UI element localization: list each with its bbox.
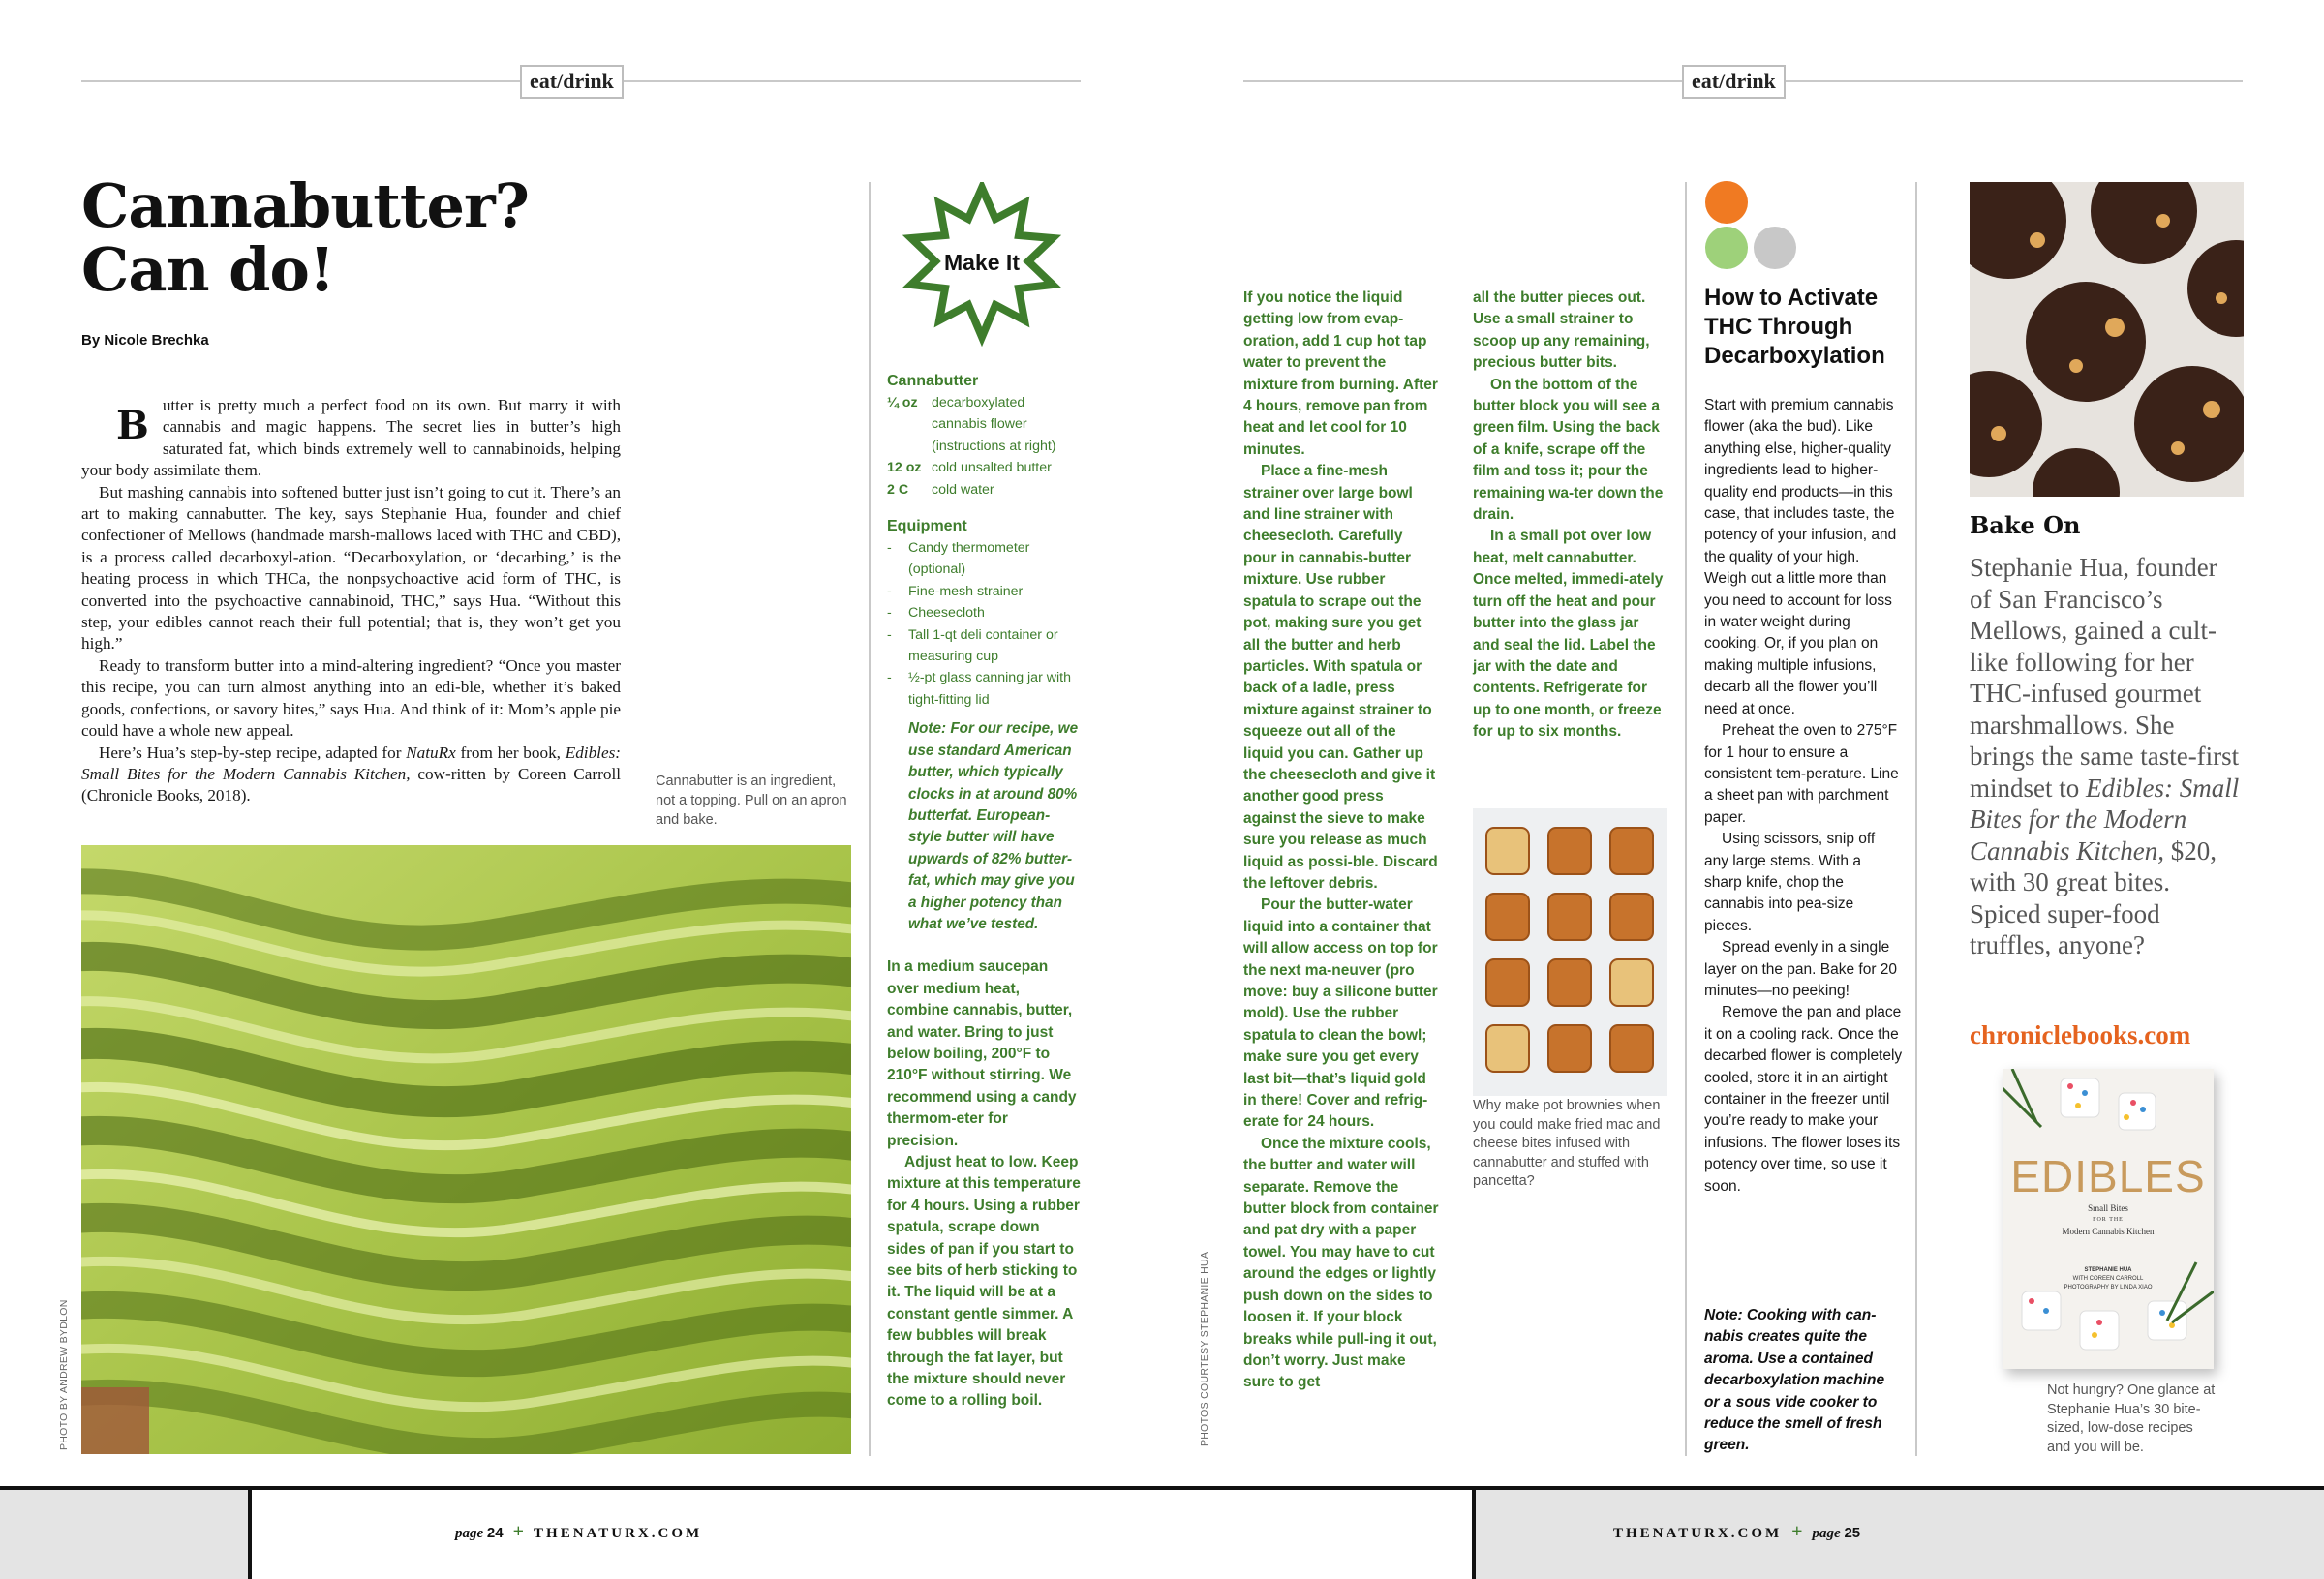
bake-on-text: Stephanie Hua, founder of San Francisco’s Mellows, gained a cult-like following for her THC-infused gourmet marshmallows. She brings the same taste-first mindset to Edibles: Small Bites for the Modern Cannabis Kitchen, $20, with 30 great bites. Spiced super-food truffles, anyone?: [1970, 553, 2240, 959]
step-7: On the bottom of the butter block you will see a green film. Using the back of a knife, scrape off the film and toss it; pour the remaining wa-ter down the drain.: [1473, 376, 1664, 524]
ingredient-item: 12 oz cold unsalted butter: [887, 460, 1052, 476]
cannabutter-heading: Cannabutter: [887, 373, 979, 389]
equipment-item: - Tall 1-qt deli container or measuring cup: [887, 624, 1081, 668]
sidebar-p1: Start with premium cannabis flower (aka the bud). Like anything else, higher-quality ingredients lead to higher-quality end products—in this case, that includes taste, the potency of your infusion, and the quality of your high. Weigh out a little more than you need to account for loss in water weight during cooking. Or, if you plan on making multiple infusions, decarb all the flower you’ll need at once.: [1704, 397, 1897, 717]
column-divider-1: [869, 182, 871, 1456]
step-8: In a small pot over low heat, melt cannabutter. Once melted, immedi-ately turn off the heat and pour butter into the glass jar and seal the lid. Label the jar with the date and contents. Refrigerate for up to one month, or freeze for up to six months.: [1473, 528, 1664, 741]
sidebar-p2: Preheat the oven to 275°F for 1 hour to ensure a consistent tem-perature. Line a sheet pan with parchment paper.: [1704, 722, 1899, 826]
photo-credit-center: PHOTOS COURTESY STEPHANIE HUA: [1199, 1251, 1210, 1446]
badge-label: Make It: [944, 250, 1020, 275]
section-tag-right: eat/drink: [1682, 65, 1786, 99]
ingredient-item: ¼ oz decarboxylated cannabis flower (instructions at right): [887, 395, 1056, 454]
step-4: Place a fine-mesh strainer over large bowl and line strainer with cheesecloth. Carefully pour in cannabis-butter mixture. Use rubber spatula to scrape out the pot, making sure you get all the butter and herb particles. With spatula or back of a ladle, press mixture against strainer to squeeze out all of the liquid you can. Gather up the cheesecloth and give it another good press against the sieve to make sure you release as much liquid as possi-ble. Discard the leftover debris.: [1243, 463, 1438, 892]
bake-on-title: Bake On: [1970, 511, 2081, 539]
recipe-steps-a: [887, 957, 1081, 1412]
ingredient-item: 2 C cold water: [887, 481, 994, 498]
footer-grey-right: [1476, 1490, 2324, 1579]
mac-cheese-caption: Why make pot brownies when you could make fried mac and cheese bites infused with cannabutter and stuffed with pancetta?: [1473, 1098, 1661, 1189]
make-it-badge: [900, 182, 1064, 347]
equipment-item: - Candy thermometer (optional): [887, 537, 1081, 581]
paragraph-3: Ready to transform butter into a mind-altering ingredient? “Once you master this recipe, you can turn almost anything into an edi-ble, whether it’s baked goods, confections, or savory bites,” says Hua. And think of it: Mom’s apple pie could have a whole new appeal.: [81, 655, 621, 741]
equipment-item: - ½-pt glass canning jar with tight-fitting lid: [887, 667, 1081, 711]
equipment-item: - Fine-mesh strainer: [887, 581, 1081, 602]
mac-cheese-bites-photo: [1473, 808, 1667, 1096]
grey-dot-icon: [1754, 227, 1796, 269]
butterfat-note: Note: For our recipe, we use standard American butter, which typically clocks in at around 80% butterfat. European-style butter will have upwards of 82% butter-fat, which may give you a higher potency than what we’ve tested.: [908, 720, 1079, 932]
drop-cap: B: [116, 403, 149, 448]
sidebar-note: Note: Cooking with can-nabis creates quite the aroma. Use a contained decarboxylation machine or a sous vide cooker to reduce the smell of fresh green.: [1704, 1307, 1885, 1454]
recipe-column-2: [1243, 288, 1439, 1394]
cannabutter-photo: [81, 845, 851, 1454]
orange-dot-icon: [1705, 181, 1748, 224]
footer-site-right: THENATURX.COM: [1613, 1526, 1783, 1541]
column-divider-2: [1685, 182, 1687, 1456]
page-number-left: 24: [486, 1525, 504, 1541]
step-2: Adjust heat to low. Keep mixture at this temperature for 4 hours. Using a rubber spatula, scrape down sides of pan if you start to see bits of herb sticking to it. The liquid will be at a constant gentle simmer. A few bubbles will break through the fat layer, but the mixture should never come to a rolling boil.: [887, 1154, 1081, 1410]
edibles-book-cover: [2003, 1069, 2214, 1369]
book-caption: Not hungry? One glance at Stephanie Hua’s 30 bite-sized, low-dose recipes and you will be.: [2047, 1382, 2216, 1455]
article-body: [81, 395, 621, 807]
book-authors: STEPHANIE HUA WITH COREEN CARROLL PHOTOGRAPHY BY LINDA XIAO: [2064, 1267, 2153, 1291]
footer-right: THENATURX.COM + page 25: [1613, 1521, 1861, 1542]
photo-caption-butter: Cannabutter is an ingredient, not a topping. Pull on an apron and bake.: [656, 774, 847, 828]
equipment-heading: Equipment: [887, 518, 967, 535]
footer-left: page 24 + THENATURX.COM: [455, 1521, 703, 1542]
sidebar-p5: Remove the pan and place it on a cooling rack. Once the decarbed flower is completely cooled, store it in an airtight container in the freezer until you’re ready to make your infusions. The flower loses its potency over time, so use it soon.: [1704, 1004, 1903, 1195]
green-dot-icon: [1705, 227, 1748, 269]
page-number-right: 25: [1844, 1525, 1861, 1541]
equipment-item: - Cheesecloth: [887, 602, 1081, 623]
step-6: Once the mixture cools, the butter and water will separate. Remove the butter block from container and pat dry with a paper towel. You may have to cut around the edges or lightly push down on the sides to loosen it. If your block breaks while pull-ing it out, don’t worry. Just make sure to get: [1243, 1135, 1439, 1391]
paragraph-4: Here’s Hua’s step-by-step recipe, adapted for NatuRx from her book, Edibles: Small Bites for the Modern Cannabis Kitchen, cow-ritten by Coreen Carroll (Chronicle Books, 2018).: [81, 743, 621, 805]
sidebar-body: [1704, 395, 1903, 1198]
paragraph-2: But mashing cannabis into softened butter just isn’t going to cut it. There’s an art to making cannabutter. The key, says Stephanie Hua, founder and chief confectioner of Mellows (handmade marsh-mallows laced with THC and CBD), is a process called decarboxyl-ation. “Decarboxylation, or ‘decarbing,’ is the heating process in which THCa, the nonpsychoactive acid form of THC, is converted into the psychoactive cannabinoid, THC,” says Hua. “Without this step, your edibles cannot reach their full potential; that is, they won’t get you high.”: [81, 482, 621, 653]
section-tag-left: eat/drink: [520, 65, 624, 99]
book-title: EDIBLES: [2010, 1151, 2206, 1201]
title-line-1: Cannabutter?: [81, 170, 529, 241]
footer-white-center: [248, 1490, 1476, 1579]
chroniclebooks-link[interactable]: chroniclebooks.com: [1970, 1020, 2191, 1049]
article-title: [81, 170, 624, 305]
ingredient-list: [887, 392, 1081, 501]
title-line-2: Can do!: [81, 234, 335, 305]
recipe-column-1: [887, 373, 1081, 1412]
equipment-list: [887, 537, 1081, 711]
step-1: In a medium saucepan over medium heat, combine cannabis, butter, and water. Bring to just below boiling, 200°F to 210°F without stirring. We recommend using a candy thermom-eter for precision.: [887, 958, 1077, 1149]
sidebar-p4: Spread evenly in a single layer on the pan. Bake for 20 minutes—no peeking!: [1704, 939, 1898, 999]
recipe-column-3: [1473, 288, 1668, 744]
step-5: Pour the butter-water liquid into a container that will allow access on top for the next ma-neuver (pro move: buy a silicone butter mold). Use the rubber spatula to clean the bowl; make sure you get every last bit—that’s liquid gold in there! Cover and refrig-erate for 24 hours.: [1243, 896, 1438, 1131]
byline: By Nicole Brechka: [81, 332, 209, 349]
sidebar-p3: Using scissors, snip off any large stems. With a sharp knife, chop the cannabis into pea-size pieces.: [1704, 831, 1876, 934]
sidebar-title: How to Activate THC Through Decarboxylation: [1704, 285, 1885, 369]
paragraph-1: utter is pretty much a perfect food on its own. But marry it with cannabis and magic happens. The secret lies in butter’s high saturated fat, which binds extremely well to cannabinoids, helping your body assimilate them.: [81, 396, 621, 480]
photo-credit-left: PHOTO BY ANDREW BYDLON: [58, 1299, 70, 1450]
cookies-photo: [1970, 182, 2244, 497]
footer-grey-left: [0, 1490, 248, 1579]
column-divider-3: [1915, 182, 1917, 1456]
step-3: If you notice the liquid getting low from evap-oration, add 1 cup hot tap water to prevent the mixture from burning. After 4 hours, remove pan from heat and let cool for 10 minutes.: [1243, 289, 1438, 458]
footer-site-left: THENATURX.COM: [534, 1526, 703, 1541]
step-6-continued: all the butter pieces out. Use a small strainer to scoop up any remaining, precious butter bits.: [1473, 289, 1650, 372]
book-subtitle: Small Bites FOR THE Modern Cannabis Kitchen: [2062, 1203, 2155, 1236]
